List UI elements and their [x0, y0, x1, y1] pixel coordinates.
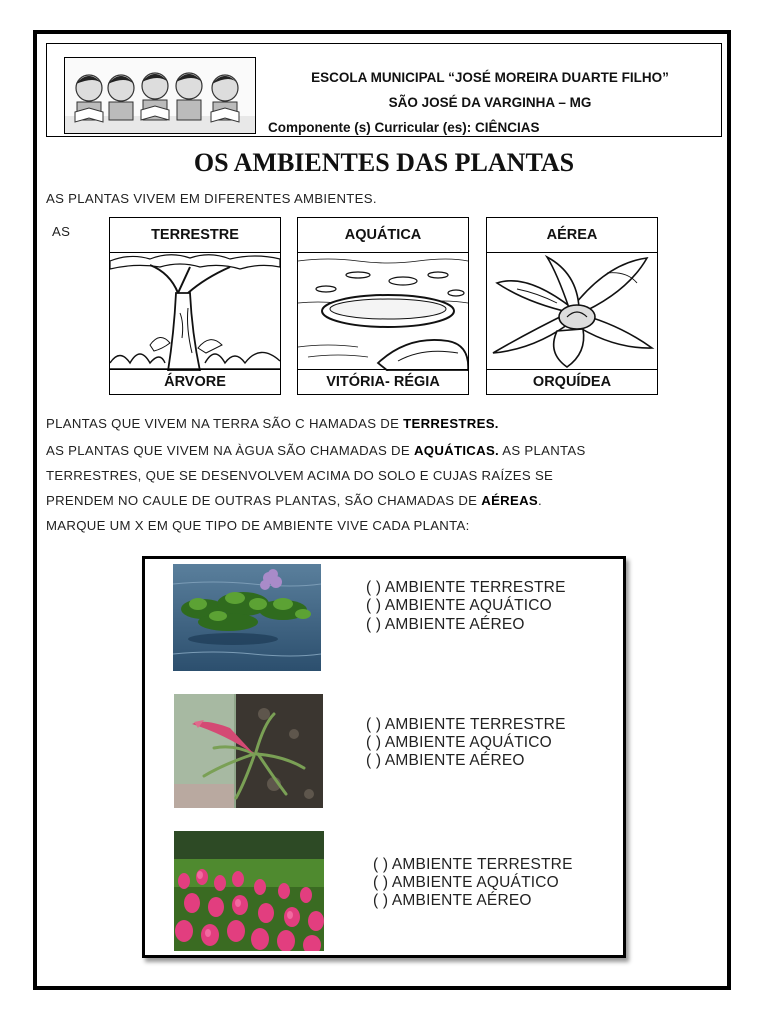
paragraph-line-4	[46, 493, 542, 508]
card-title: AÉREA	[487, 218, 657, 253]
instruction-line: MARQUE UM X EM QUE TIPO DE AMBIENTE VIVE CADA PLANTA:	[46, 518, 470, 533]
paragraph-line-1	[46, 416, 499, 431]
water-hyacinth-photo	[173, 564, 321, 671]
orchid-illustration	[487, 253, 657, 371]
keyword-terrestres: TERRESTRES.	[403, 416, 499, 431]
card-title: TERRESTRE	[110, 218, 280, 253]
keyword-aereas: AÉREAS	[481, 493, 539, 508]
option-aquatico[interactable]: ( ) AMBIENTE AQUÁTICO	[373, 874, 559, 891]
option-aquatico[interactable]: ( ) AMBIENTE AQUÁTICO	[366, 734, 552, 751]
option-aereo[interactable]: ( ) AMBIENTE AÉREO	[366, 616, 525, 633]
paragraph-line-2	[46, 443, 586, 458]
card-caption: ÁRVORE	[110, 369, 280, 394]
paragraph-text: AS PLANTAS QUE VIVEM NA ÀGUA SÃO CHAMADAS DE	[46, 443, 414, 458]
paragraph-line-3: TERRESTRES, QUE SE DESENVOLVEM ACIMA DO SOLO E CUJAS RAÍZES SE	[46, 468, 554, 483]
card-caption: ORQUÍDEA	[487, 369, 657, 394]
option-terrestre[interactable]: ( ) AMBIENTE TERRESTRE	[366, 579, 566, 596]
card-aerea	[486, 217, 658, 395]
curricular-component: Componente (s) Curricular (es): CIÊNCIAS	[268, 120, 540, 135]
paragraph-text: PLANTAS QUE VIVEM NA TERRA SÃO C HAMADAS DE	[46, 416, 404, 431]
paragraph-text: .	[538, 493, 542, 508]
option-terrestre[interactable]: ( ) AMBIENTE TERRESTRE	[373, 856, 573, 873]
paragraph-text: AS PLANTAS	[499, 443, 586, 458]
card-title: AQUÁTICA	[298, 218, 468, 253]
as-label: AS	[52, 224, 71, 239]
bromeliad-photo	[174, 694, 323, 808]
card-terrestre	[109, 217, 281, 395]
water-lily-illustration	[298, 253, 468, 371]
page-title: OS AMBIENTES DAS PLANTAS	[193, 148, 575, 177]
tree-illustration	[110, 253, 280, 371]
card-aquatica	[297, 217, 469, 395]
school-location: SÃO JOSÉ DA VARGINHA – MG	[388, 95, 592, 110]
option-aereo[interactable]: ( ) AMBIENTE AÉREO	[366, 752, 525, 769]
children-reading-logo	[64, 57, 256, 134]
intro-text: AS PLANTAS VIVEM EM DIFERENTES AMBIENTES.	[46, 191, 377, 206]
option-aquatico[interactable]: ( ) AMBIENTE AQUÁTICO	[366, 597, 552, 614]
card-caption: VITÓRIA- RÉGIA	[298, 369, 468, 394]
option-aereo[interactable]: ( ) AMBIENTE AÉREO	[373, 892, 532, 909]
tulip-garden-photo	[174, 831, 324, 951]
school-name: ESCOLA MUNICIPAL “JOSÉ MOREIRA DUARTE FILHO”	[311, 70, 669, 85]
paragraph-text: PRENDEM NO CAULE DE OUTRAS PLANTAS, SÃO CHAMADAS DE	[46, 493, 482, 508]
keyword-aquaticas: AQUÁTICAS.	[413, 443, 500, 458]
option-terrestre[interactable]: ( ) AMBIENTE TERRESTRE	[366, 716, 566, 733]
